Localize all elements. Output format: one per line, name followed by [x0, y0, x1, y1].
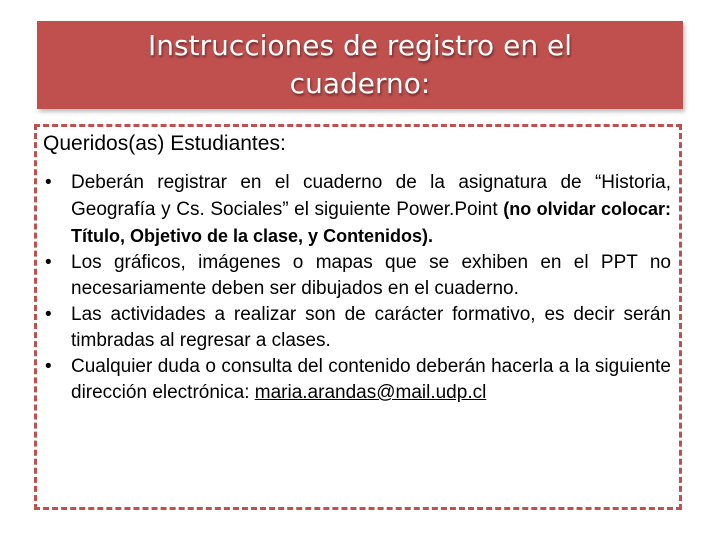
title-line-1: Instrucciones de registro en el — [148, 29, 572, 62]
email-link[interactable]: maria.arandas@mail.udp.cl — [254, 382, 487, 403]
bullet-icon: • — [45, 356, 52, 377]
bullet-icon: • — [45, 252, 52, 273]
list-item-text: Las actividades a realizar son de carácter formativo, es decir serán timbradas al regresar a clases. — [71, 304, 671, 351]
title-banner — [37, 21, 683, 109]
list-item-graficos — [43, 250, 671, 302]
list-item-actividades — [43, 302, 671, 354]
title-line-2: cuaderno: — [289, 67, 431, 100]
list-item-text: Cualquier duda o consulta del contenido deberán hacerla a la siguiente dirección electrónica: — [71, 356, 671, 403]
list-item-text: Los gráficos, imágenes o mapas que se exhiben en el PPT no necesariamente deben ser dibujados en el cuaderno. — [71, 252, 671, 299]
instructions-list — [43, 170, 671, 406]
bullet-icon: • — [45, 172, 52, 193]
list-item-consultas — [43, 354, 671, 406]
list-item-bold-note: (no olvidar colocar: Título, Objetivo de la clase, y Contenidos). — [71, 199, 671, 246]
greeting-heading: Queridos(as) Estudiantes: — [43, 132, 286, 155]
bullet-icon: • — [45, 304, 52, 325]
list-item-registro — [43, 170, 671, 250]
list-item-text: Deberán registrar en el cuaderno de la asignatura de “Historia, Geografía y Cs. Sociales” el siguiente Power.Point — [71, 172, 671, 220]
